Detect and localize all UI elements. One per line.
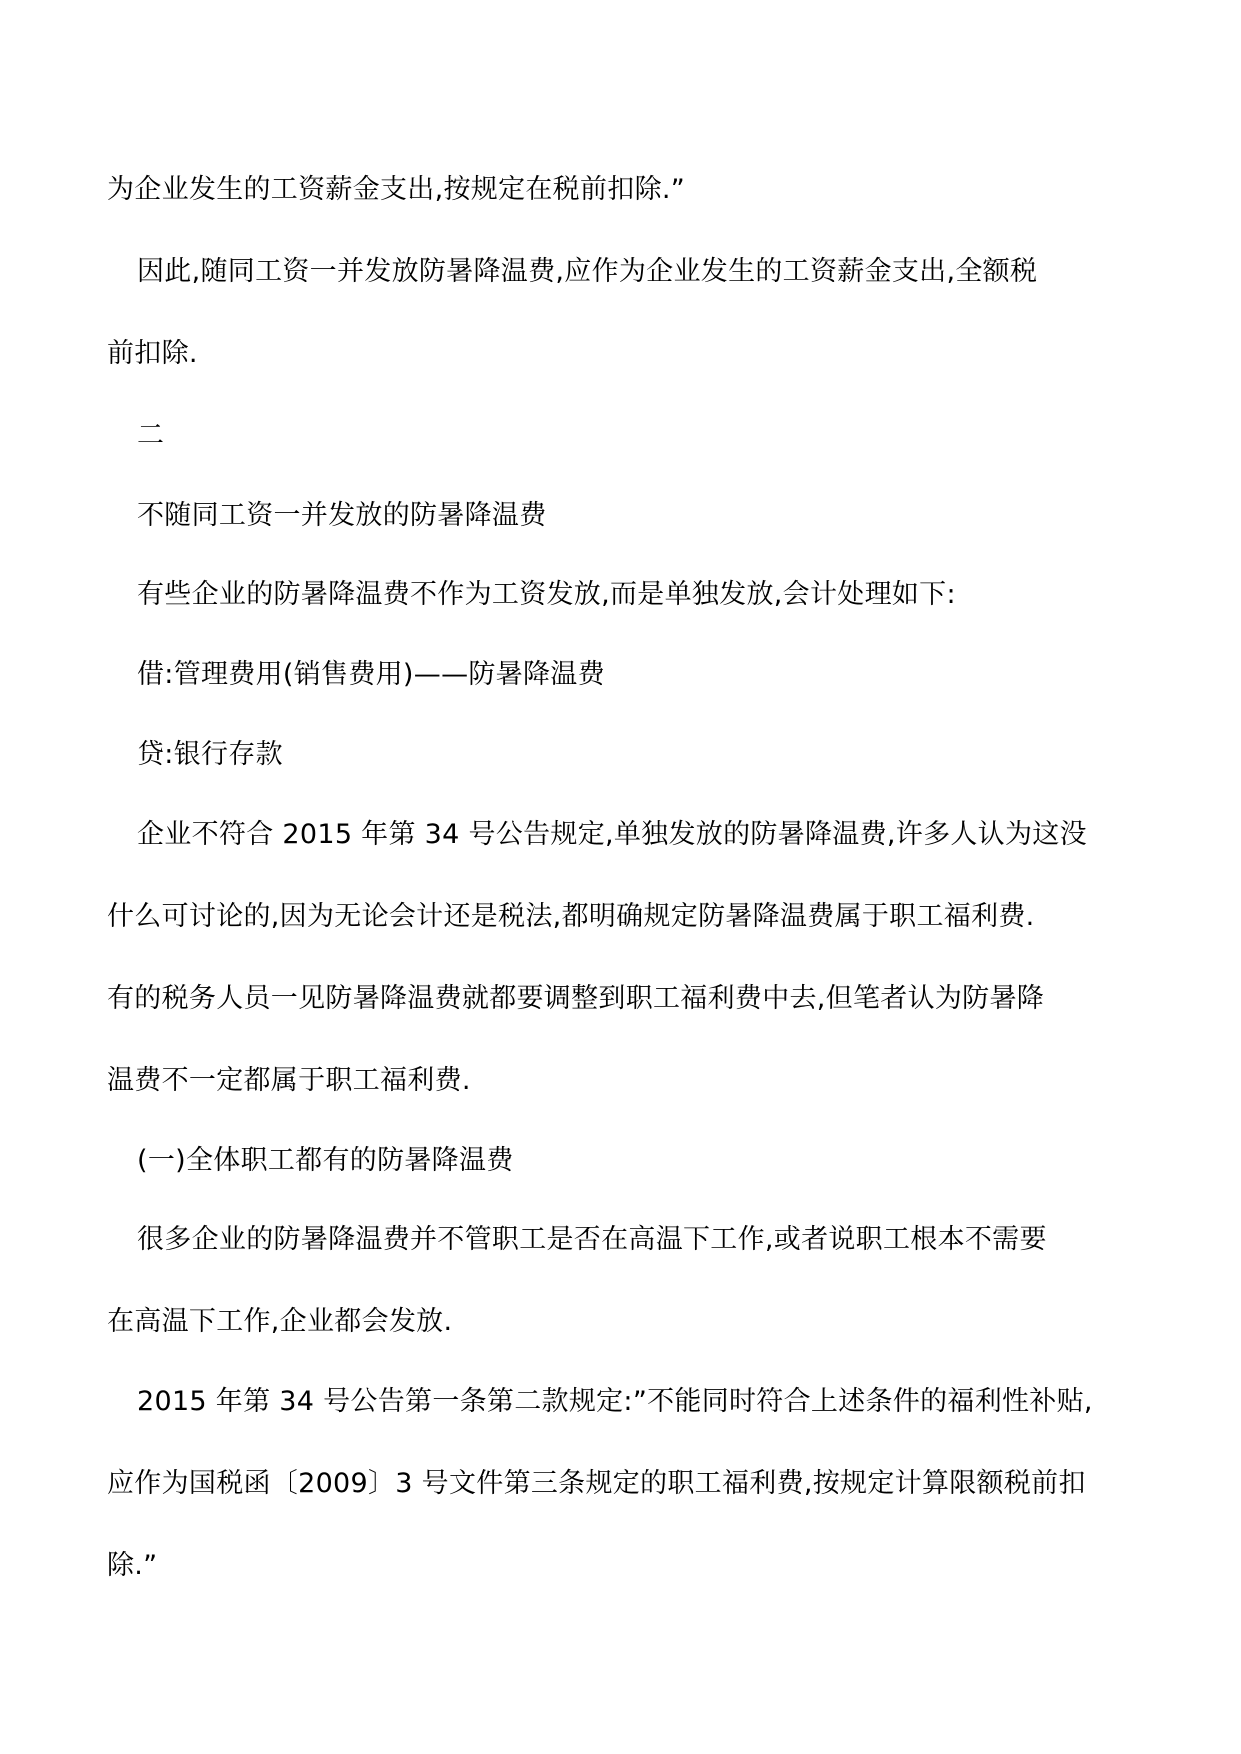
subsection-heading: (一)全体职工都有的防暑降温费 bbox=[137, 1145, 514, 1176]
paragraph-line: 什么可讨论的,因为无论会计还是税法,都明确规定防暑降温费属于职工福利费. bbox=[107, 901, 1035, 932]
paragraph-line: 前扣除. bbox=[107, 338, 198, 369]
journal-entry-credit: 贷:银行存款 bbox=[137, 739, 283, 770]
paragraph-line: 2015 年第 34 号公告第一条第二款规定:”不能同时符合上述条件的福利性补贴, bbox=[137, 1386, 1093, 1417]
journal-entry-debit: 借:管理费用(销售费用)——防暑降温费 bbox=[137, 659, 605, 690]
paragraph-line: 在高温下工作,企业都会发放. bbox=[107, 1306, 453, 1337]
section-number: 二 bbox=[137, 420, 165, 451]
section-heading: 不随同工资一并发放的防暑降温费 bbox=[137, 500, 547, 531]
paragraph-line: 为企业发生的工资薪金支出,按规定在税前扣除.” bbox=[107, 174, 686, 205]
paragraph-line: 温费不一定都属于职工福利费. bbox=[107, 1065, 471, 1096]
paragraph-line: 很多企业的防暑降温费并不管职工是否在高温下工作,或者说职工根本不需要 bbox=[137, 1224, 1047, 1255]
paragraph-line: 应作为国税函〔2009〕3 号文件第三条规定的职工福利费,按规定计算限额税前扣 bbox=[107, 1468, 1086, 1499]
paragraph-line: 因此,随同工资一并发放防暑降温费,应作为企业发生的工资薪金支出,全额税 bbox=[137, 256, 1038, 287]
paragraph-line: 除.” bbox=[107, 1550, 158, 1581]
paragraph-line: 企业不符合 2015 年第 34 号公告规定,单独发放的防暑降温费,许多人认为这没 bbox=[137, 819, 1087, 850]
paragraph-line: 有的税务人员一见防暑降温费就都要调整到职工福利费中去,但笔者认为防暑降 bbox=[107, 983, 1045, 1014]
paragraph-line: 有些企业的防暑降温费不作为工资发放,而是单独发放,会计处理如下: bbox=[137, 579, 956, 610]
